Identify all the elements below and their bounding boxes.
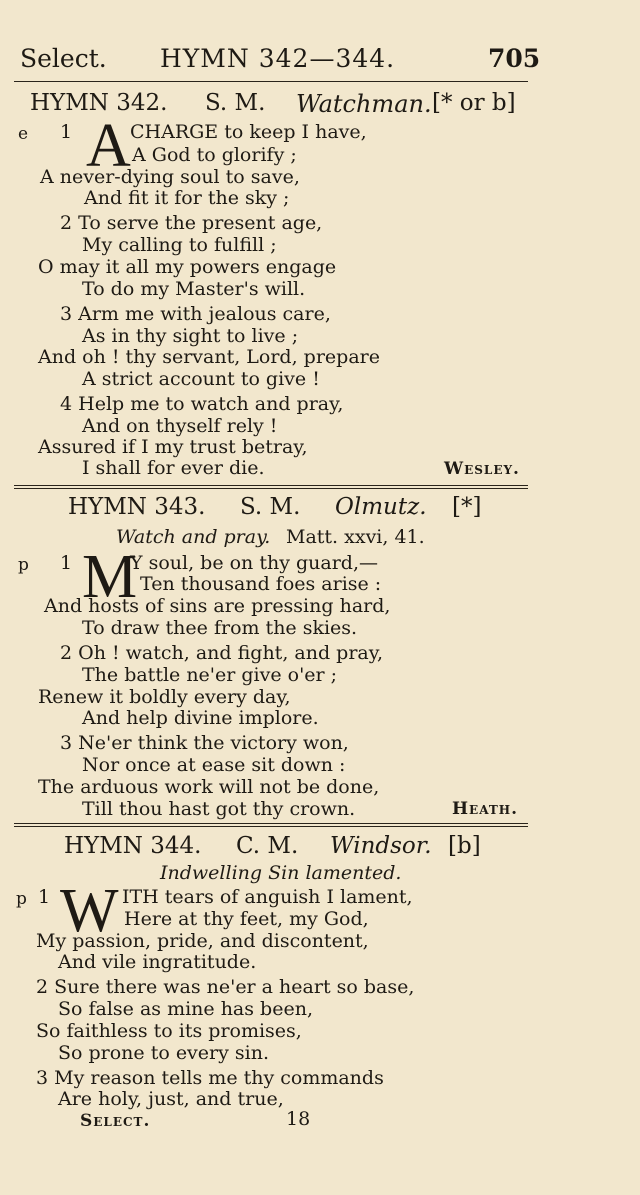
running-head-left: Select.: [20, 44, 107, 73]
scripture-reference: Matt. xxvi, 41.: [286, 526, 425, 548]
hymn-number: HYMN 343.: [68, 494, 206, 520]
margin-mark: p: [18, 555, 29, 575]
verse-line: A God to glorify ;: [132, 144, 297, 166]
hymn-meter: S. M.: [205, 90, 266, 116]
running-head-title: HYMN 342—344.: [160, 44, 396, 73]
verse-line: 3 Ne'er think the victory won,: [60, 732, 349, 754]
verse-line: A strict account to give !: [82, 368, 320, 390]
page-number: 705: [488, 44, 541, 73]
hymn-number: HYMN 344.: [64, 833, 202, 859]
drop-cap: A: [86, 112, 131, 180]
hymn-subtitle: Indwelling Sin lamented.: [160, 862, 402, 884]
drop-cap: W: [60, 877, 119, 945]
verse-line: So faithless to its promises,: [36, 1020, 302, 1042]
verse-line: Renew it boldly every day,: [38, 686, 291, 708]
stanza-number: 1: [38, 886, 51, 908]
verse-line: Y soul, be on thy guard,—: [130, 552, 378, 574]
verse-line: And help divine implore.: [82, 707, 319, 729]
verse-line: So false as mine has been,: [58, 998, 313, 1020]
hymn-meter: C. M.: [236, 833, 299, 859]
margin-mark: p: [16, 889, 27, 909]
hymn-author: Wesley.: [444, 459, 520, 479]
hymn-number: HYMN 342.: [30, 90, 168, 116]
verse-line: Here at thy feet, my God,: [124, 908, 369, 930]
hymn-mark: [*]: [452, 494, 482, 520]
verse-line: To draw thee from the skies.: [82, 617, 358, 639]
hymn-mark: [b]: [448, 833, 481, 859]
verse-line: 4 Help me to watch and pray,: [60, 393, 344, 415]
hymn-tune: Watchman.: [296, 90, 432, 118]
signature-mark: Select.: [80, 1111, 151, 1131]
verse-line: And fit it for the sky ;: [84, 187, 290, 209]
section-rule: [14, 485, 528, 489]
verse-line: ITH tears of anguish I lament,: [122, 886, 413, 908]
verse-line: 2 Oh ! watch, and fight, and pray,: [60, 642, 383, 664]
section-rule: [14, 823, 528, 827]
header-rule: [14, 81, 528, 82]
hymn-tune: Windsor.: [330, 833, 432, 859]
verse-line: I shall for ever die.: [82, 457, 265, 479]
hymn-tune: Olmutz.: [335, 494, 427, 520]
hymn-subtitle: Watch and pray.: [116, 526, 271, 548]
hymn-mark: [* or b]: [432, 90, 516, 116]
verse-line: 2 To serve the present age,: [60, 212, 323, 234]
verse-line: And on thyself rely !: [82, 415, 278, 437]
drop-cap: M: [82, 543, 138, 611]
verse-line: O may it all my powers engage: [38, 256, 337, 278]
verse-line: So prone to every sin.: [58, 1042, 269, 1064]
verse-line: The battle ne'er give o'er ;: [82, 664, 338, 686]
sheet-number: 18: [286, 1108, 311, 1130]
verse-line: To do my Master's will.: [82, 278, 306, 300]
verse-line: Assured if I my trust betray,: [38, 436, 308, 458]
hymn-author: Heath.: [452, 799, 519, 819]
verse-line: CHARGE to keep I have,: [130, 121, 367, 143]
verse-line: The arduous work will not be done,: [38, 776, 380, 798]
verse-line: My calling to fulfill ;: [82, 234, 277, 256]
verse-line: And oh ! thy servant, Lord, prepare: [38, 346, 380, 368]
hymn-meter: S. M.: [240, 494, 301, 520]
verse-line: Till thou hast got thy crown.: [82, 798, 356, 820]
stanza-number: 1: [60, 552, 73, 574]
verse-line: 2 Sure there was ne'er a heart so base,: [36, 976, 415, 998]
margin-mark: e: [18, 124, 29, 144]
stanza-number: 1: [60, 121, 73, 143]
verse-line: And vile ingratitude.: [58, 951, 257, 973]
verse-line: And hosts of sins are pressing hard,: [44, 595, 391, 617]
verse-line: My passion, pride, and discontent,: [36, 930, 369, 952]
verse-line: Nor once at ease sit down :: [82, 754, 346, 776]
verse-line: Ten thousand foes arise :: [140, 573, 382, 595]
verse-line: 3 My reason tells me thy commands: [36, 1067, 384, 1089]
verse-line: 3 Arm me with jealous care,: [60, 303, 331, 325]
verse-line: Are holy, just, and true,: [58, 1088, 284, 1110]
verse-line: A never-dying soul to save,: [40, 166, 300, 188]
verse-line: As in thy sight to live ;: [82, 325, 299, 347]
